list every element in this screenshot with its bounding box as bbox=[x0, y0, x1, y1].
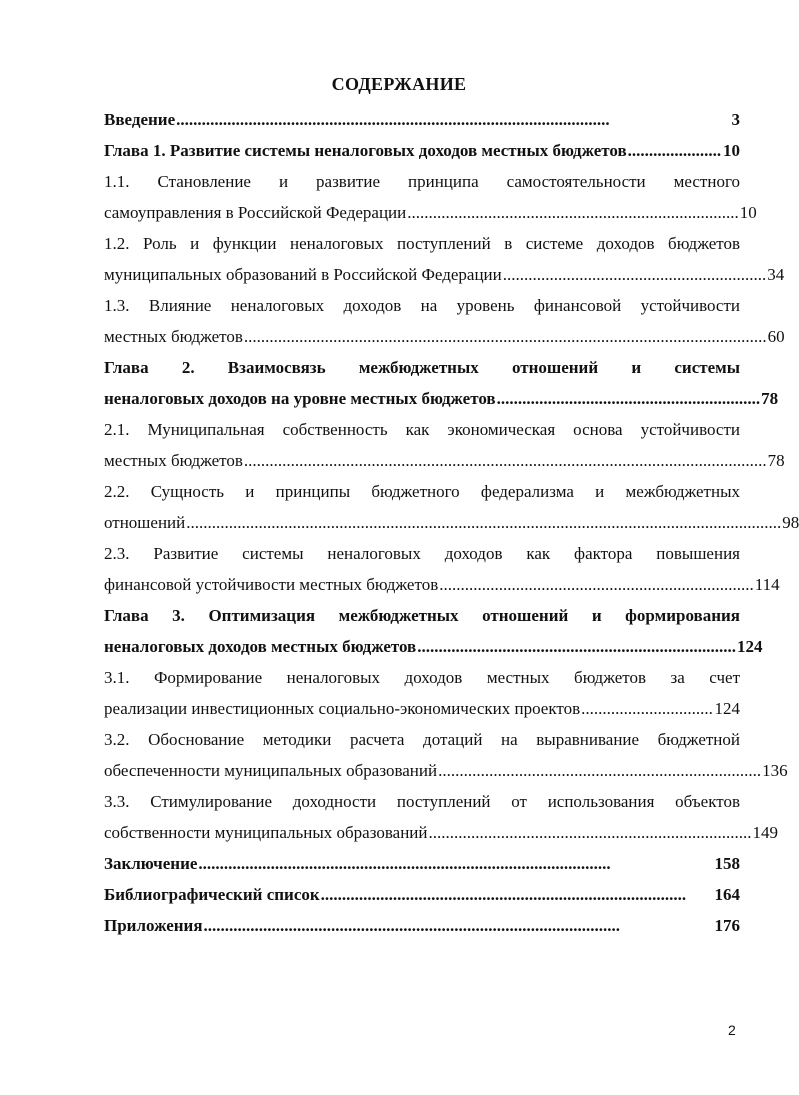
toc-page-number: 78 bbox=[761, 389, 779, 408]
toc-entry-section-1-2 bbox=[104, 228, 785, 290]
toc-entry-line bbox=[104, 693, 740, 724]
toc-entry-title: муниципальных образований в Российской Федерации bbox=[104, 265, 502, 284]
toc-leader-dots: .......................................................................... bbox=[439, 575, 754, 594]
toc-entry-title: местных бюджетов bbox=[104, 451, 243, 470]
toc-entry-title-first-line: 2.3. Развитие системы неналоговых доходов как фактора повышения bbox=[104, 544, 740, 563]
toc-entry-line bbox=[104, 910, 740, 941]
toc-leader-dots: ................................................................................................. bbox=[198, 854, 611, 873]
toc-entry-line bbox=[104, 321, 785, 352]
toc-leader-dots: ........................................................................................................................... bbox=[243, 451, 767, 470]
toc-entry-section-2-2 bbox=[104, 476, 799, 538]
toc-page-number: 164 bbox=[714, 885, 740, 904]
toc-entry-title-first-line: 3.1. Формирование неналоговых доходов местных бюджетов за счет bbox=[104, 668, 740, 687]
toc-entry-line bbox=[104, 197, 757, 228]
toc-entry-section-1-3 bbox=[104, 290, 785, 352]
toc-entry-section-3-2 bbox=[104, 724, 788, 786]
toc-entry-title: неналоговых доходов местных бюджетов bbox=[104, 637, 417, 656]
toc-page-number: 98 bbox=[782, 513, 799, 532]
toc-leader-dots: .............................................................. bbox=[496, 389, 761, 408]
toc-entry-line bbox=[104, 383, 779, 414]
toc-page-number: 10 bbox=[723, 141, 740, 160]
toc-page-number: 78 bbox=[767, 451, 785, 470]
toc-entry-title-first-line: 2.1. Муниципальная собственность как экономическая основа устойчивости bbox=[104, 420, 740, 439]
page-number: 2 bbox=[728, 1022, 736, 1038]
toc-leader-dots: ...................................................................................... bbox=[320, 885, 687, 904]
toc-entry-title: реализации инвестиционных социально-экономических проектов bbox=[104, 699, 581, 718]
toc-entry-section-2-1 bbox=[104, 414, 785, 476]
toc-entry-title: обеспеченности муниципальных образований bbox=[104, 761, 438, 780]
toc-entry-section-3-3 bbox=[104, 786, 778, 848]
toc-entry-title: Глава 1. Развитие системы неналоговых доходов местных бюджетов bbox=[104, 141, 627, 160]
toc-entry-title-first-line: 2.2. Сущность и принципы бюджетного федерализма и межбюджетных bbox=[104, 482, 740, 501]
toc-entry-line bbox=[104, 569, 780, 600]
toc-entry-line bbox=[104, 817, 778, 848]
toc-page-number: 136 bbox=[762, 761, 788, 780]
toc-entry-line bbox=[104, 445, 785, 476]
toc-entry-line bbox=[104, 135, 740, 166]
toc-leader-dots: .................................................................................................. bbox=[203, 916, 621, 935]
toc-entry-appendices bbox=[104, 910, 740, 941]
toc-page-number: 60 bbox=[767, 327, 785, 346]
toc-page-number: 158 bbox=[714, 854, 740, 873]
toc-entry-title-first-line: Глава 2. Взаимосвязь межбюджетных отношений и системы bbox=[104, 358, 740, 377]
toc-entry-bibliography bbox=[104, 879, 740, 910]
toc-page-number: 3 bbox=[731, 110, 740, 129]
toc-entry-title: собственности муниципальных образований bbox=[104, 823, 428, 842]
toc-leader-dots: ............................................................................................................................................ bbox=[186, 513, 782, 532]
toc-entry-line bbox=[104, 848, 740, 879]
toc-entry-title-first-line: Глава 3. Оптимизация межбюджетных отношений и формирования bbox=[104, 606, 740, 625]
toc-page-number: 124 bbox=[737, 637, 763, 656]
toc-entry-introduction bbox=[104, 104, 740, 135]
toc-entry-title-first-line: 3.3. Стимулирование доходности поступлений от использования объектов bbox=[104, 792, 740, 811]
toc-entry-title: Введение bbox=[104, 110, 176, 129]
toc-page-number: 114 bbox=[754, 575, 780, 594]
toc-entry-line bbox=[104, 879, 740, 910]
toc-leader-dots: ...................... bbox=[627, 141, 722, 160]
toc-page-number: 149 bbox=[752, 823, 778, 842]
toc-entry-line bbox=[104, 259, 785, 290]
toc-entry-title-first-line: 1.2. Роль и функции неналоговых поступлений в системе доходов бюджетов bbox=[104, 234, 740, 253]
page-title: СОДЕРЖАНИЕ bbox=[331, 74, 467, 94]
toc-leader-dots: ............................... bbox=[581, 699, 713, 718]
table-of-contents bbox=[104, 104, 799, 941]
toc-leader-dots: ............................................................................ bbox=[438, 761, 762, 780]
toc-entry-chapter-1 bbox=[104, 135, 740, 166]
toc-entry-conclusion bbox=[104, 848, 740, 879]
toc-entry-title-first-line: 1.3. Влияние неналоговых доходов на уровень финансовой устойчивости bbox=[104, 296, 740, 315]
toc-entry-line bbox=[104, 104, 740, 135]
toc-entry-section-3-1 bbox=[104, 662, 740, 724]
toc-page-number: 176 bbox=[714, 916, 740, 935]
toc-entry-chapter-3 bbox=[104, 600, 763, 662]
toc-entry-section-1-1 bbox=[104, 166, 757, 228]
toc-entry-line bbox=[104, 755, 788, 786]
toc-entry-title: отношений bbox=[104, 513, 186, 532]
toc-entry-line bbox=[104, 631, 763, 662]
toc-page-number: 124 bbox=[714, 699, 740, 718]
toc-entry-title: неналоговых доходов на уровне местных бюджетов bbox=[104, 389, 496, 408]
toc-entry-line bbox=[104, 507, 799, 538]
toc-entry-title: Приложения bbox=[104, 916, 203, 935]
toc-entry-title: самоуправления в Российской Федерации bbox=[104, 203, 407, 222]
toc-page-number: 10 bbox=[739, 203, 757, 222]
toc-entry-section-2-3 bbox=[104, 538, 780, 600]
toc-entry-title: местных бюджетов bbox=[104, 327, 243, 346]
toc-entry-chapter-2 bbox=[104, 352, 779, 414]
toc-entry-title: Заключение bbox=[104, 854, 198, 873]
toc-leader-dots: ........................................................................... bbox=[417, 637, 736, 656]
toc-leader-dots: ........................................................................................................................... bbox=[243, 327, 767, 346]
toc-entry-title: Библиографический список bbox=[104, 885, 320, 904]
toc-leader-dots: .............................................................................. bbox=[407, 203, 739, 222]
toc-entry-title: финансовой устойчивости местных бюджетов bbox=[104, 575, 439, 594]
toc-entry-title-first-line: 1.1. Становление и развитие принципа самостоятельности местного bbox=[104, 172, 740, 191]
toc-leader-dots: ............................................................................ bbox=[428, 823, 752, 842]
toc-leader-dots: ...................................................................................................... bbox=[176, 110, 610, 129]
toc-leader-dots: .............................................................. bbox=[502, 265, 767, 284]
toc-entry-title-first-line: 3.2. Обоснование методики расчета дотаций на выравнивание бюджетной bbox=[104, 730, 740, 749]
toc-page-number: 34 bbox=[767, 265, 785, 284]
